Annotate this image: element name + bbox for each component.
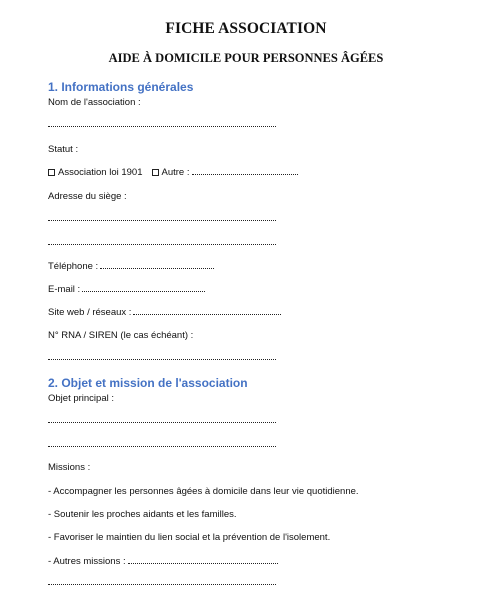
telephone-field[interactable] [100, 267, 214, 269]
other-missions-row [48, 556, 278, 567]
email-label: E-mail : [48, 284, 81, 295]
checkbox-autre[interactable] [152, 169, 159, 176]
other-missions-field-line-2[interactable] [48, 584, 276, 585]
mission-item: - Favoriser le maintien du lien social et la prévention de l'isolement. [48, 532, 331, 543]
association-name-field[interactable] [48, 126, 276, 127]
status-autre-field[interactable] [192, 173, 298, 175]
main-object-field-line-2[interactable] [48, 446, 276, 447]
telephone-label: Téléphone : [48, 261, 99, 272]
main-object-field-line-1[interactable] [48, 422, 276, 423]
address-field-line-2[interactable] [48, 244, 276, 245]
status-options [48, 167, 298, 178]
email-field[interactable] [82, 290, 205, 292]
status-label: Statut : [48, 144, 79, 155]
email-row [48, 284, 205, 295]
missions-label: Missions : [48, 462, 91, 473]
other-missions-label: - Autres missions : [48, 556, 126, 567]
mission-item: - Accompagner les personnes âgées à domicile dans leur vie quotidienne. [48, 486, 359, 497]
main-object-label: Objet principal : [48, 393, 115, 404]
section-heading-general-info: 1. Informations générales [48, 80, 194, 94]
section-heading-object-mission: 2. Objet et mission de l'association [48, 376, 248, 390]
association-name-label: Nom de l'association : [48, 97, 141, 108]
address-field-line-1[interactable] [48, 220, 276, 221]
document-title: FICHE ASSOCIATION [165, 20, 327, 37]
status-option-autre-label: Autre : [161, 167, 190, 178]
website-label: Site web / réseaux : [48, 307, 132, 318]
document-subtitle: AIDE À DOMICILE POUR PERSONNES ÂGÉES [108, 51, 384, 65]
website-row [48, 307, 281, 318]
status-option-loi-1901-label: Association loi 1901 [58, 167, 143, 178]
checkbox-association-loi-1901[interactable] [48, 169, 55, 176]
website-field[interactable] [133, 313, 281, 315]
rna-siren-label: N° RNA / SIREN (le cas échéant) : [48, 330, 194, 341]
telephone-row [48, 261, 214, 272]
rna-siren-field[interactable] [48, 359, 276, 360]
other-missions-field[interactable] [128, 562, 278, 564]
mission-item: - Soutenir les proches aidants et les familles. [48, 509, 237, 520]
address-label: Adresse du siège : [48, 191, 127, 202]
